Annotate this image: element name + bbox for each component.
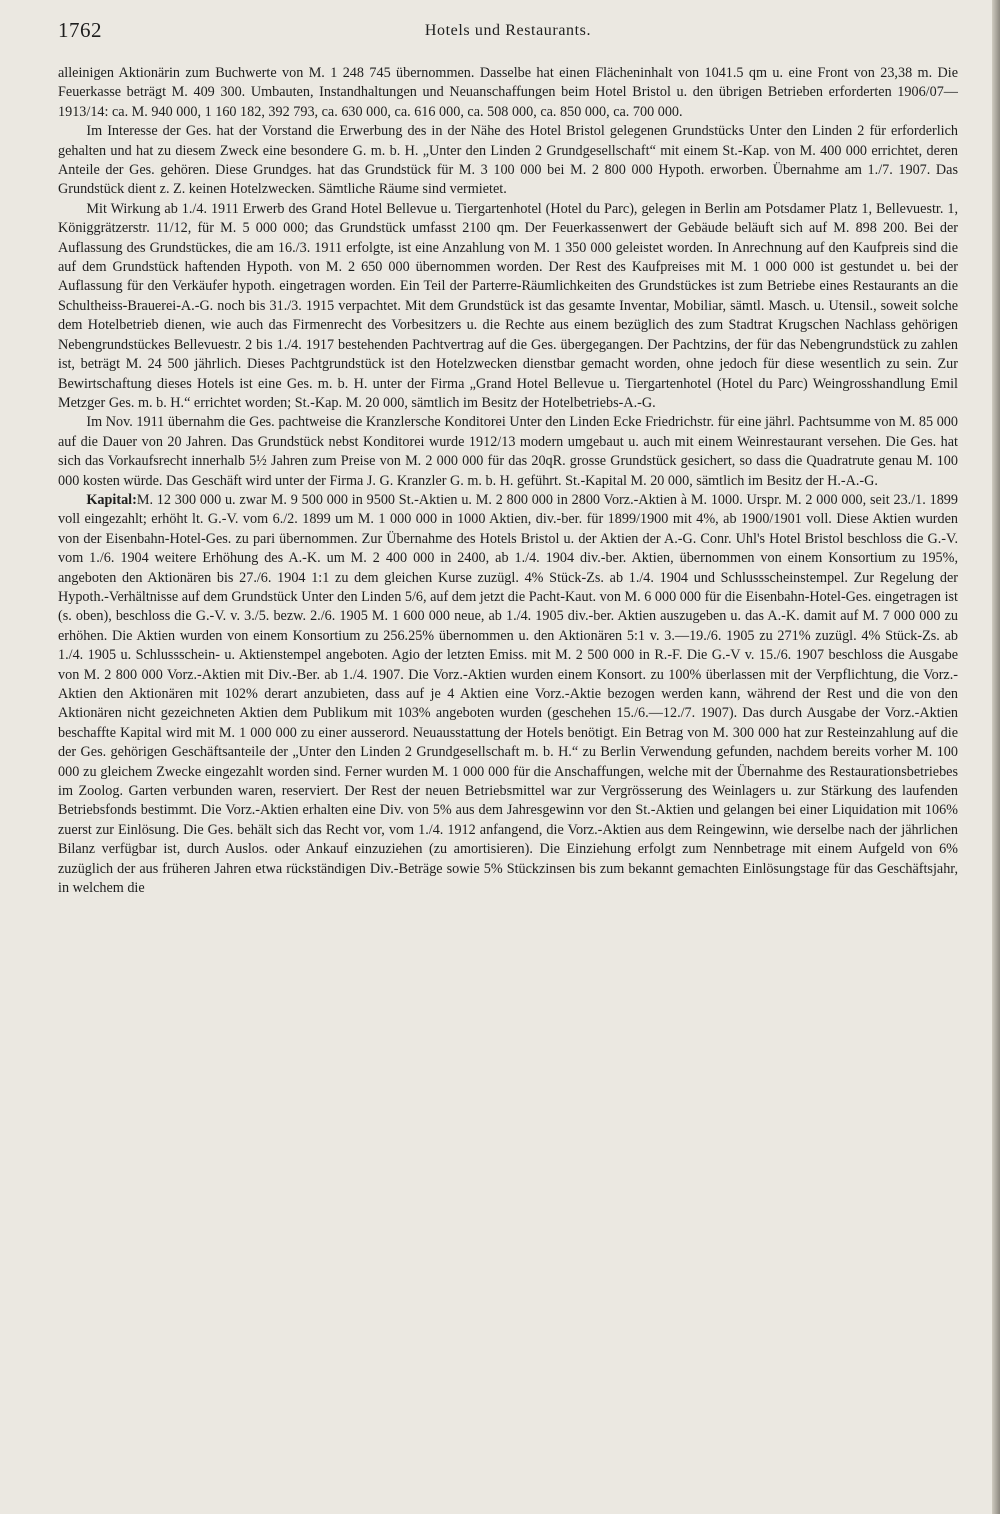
running-title: Hotels und Restaurants. bbox=[424, 22, 592, 39]
page-number: 1762 bbox=[58, 18, 102, 42]
body-text bbox=[58, 64, 958, 898]
paragraph-1: alleinigen Aktionärin zum Buchwerte von M. 1 248 745 übernommen. Dasselbe hat einen Flächeninhalt von 1041.5 qm u. eine Front von 23,38 m. Die Feuerkasse beträgt M. 409 300. Umbauten, Instandhaltungen und Neuanschaffungen beim Hotel Bristol u. den übrigen Betrieben erforderten 1906/07—1913/14: ca. M. 940 000, 1 160 182, 392 793, ca. 630 000, ca. 616 000, ca. 508 000, ca. 850 000, ca. 700 000. bbox=[58, 65, 958, 120]
kapital-text: M. 12 300 000 u. zwar M. 9 500 000 in 9500 St.-Aktien u. M. 2 800 000 in 2800 Vorz.-Aktien à M. 1000. Urspr. M. 2 000 000, seit 23./1. 1899 voll eingezahlt; erhöht lt. G.-V. vom 6./2. 1899 um M. 1 000 000 in 1000 Aktien, div.-ber. für 1899/1900 mit 4%, ab 1900/1901 voll. Diese Aktien wurden von der Eisenbahn-Hotel-Ges. zu pari übernommen. Zur Übernahme des Hotels Bristol u. der Aktien der A.-G. Conr. Uhl's Hotel Bristol beschloss die G.-V. vom 1./6. 1904 weitere Erhöhung des A.-K. um M. 2 400 000 in 2400, ab 1./4. 1904 div.-ber. Aktien, übernommen von einem Konsortium zu 195%, angeboten den Aktionären bis 27./6. 1904 1:1 zu dem gleichen Kurse zuzügl. 4% Stück-Zs. ab 1./4. 1904 und Schlussscheinstempel. Zur Regelung der Hypoth.-Verhältnisse auf dem Grundstück Unter den Linden 5/6, auf dem jetzt die Pacht-Kaut. von M. 6 000 000 für die Eisenbahn-Hotel-Ges. eingetragen ist (s. oben), beschloss die G.-V. v. 3./5. bezw. 2./6. 1905 M. 1 600 000 neue, ab 1./4. 1905 div.-ber. Aktien auszugeben u. das A.-K. damit auf M. 7 000 000 zu erhöhen. Die Aktien wurden von einem Konsortium zu 256.25% übernommen u. den Aktionären 5:1 v. 3.—19./6. 1905 zu 271% zuzügl. 4% Stück-Zs. ab 1./4. 1905 u. Schlussschein- u. Aktienstempel angeboten. Agio der letzten Emiss. mit M. 2 500 000 in R.-F. Die G.-V v. 15./6. 1907 beschloss die Ausgabe von M. 2 800 000 Vorz.-Aktien mit Div.-Ber. ab 1./4. 1907. Die Vorz.-Aktien wurden einem Konsort. zu 100% überlassen mit der Verpflichtung, die Vorz.-Aktien den Aktionären mit 102% derart anzubieten, dass auf je 4 Aktien eine Vorz.-Aktie bezogen werden kann, während der Rest und die von den Aktionären nicht gezeichneten Aktien dem Publikum mit 103% angeboten wurden (geschehen 15./6.—12./7. 1907). Das durch Ausgabe der Vorz.-Aktien beschaffte Kapital wird mit M. 1 000 000 zu einer ausserord. Neuausstattung der Hotels benötigt. Ein Betrag von M. 300 000 hat zur Resteinzahlung auf die der Ges. gehörigen Geschäftsanteile der „Unter den Linden 2 Grundgesellschaft m. b. H.“ zu Berlin Verwendung gefunden, nachdem bereits vorher M. 100 000 zu gleichem Zwecke eingezahlt worden sind. Ferner wurden M. 1 000 000 für die Anschaffungen, welche mit der Übernahme des Restaurationsbetriebes im Zoolog. Garten verbunden waren, reserviert. Der Rest der neuen Betriebsmittel war zur Vergrösserung des Weinlagers u. zur Stärkung des laufenden Betriebsfonds bestimmt. Die Vorz.-Aktien erhalten eine Div. von 5% aus dem Jahresgewinn vor den St.-Aktien und gelangen bei einer Liquidation mit 106% zuerst zur Einlösung. Die Ges. behält sich das Recht vor, vom 1./4. 1912 anfangend, die Vorz.-Aktien aus dem Reingewinn, wie derselbe nach der jährlichen Bilanz verfügbar ist, durch Auslos. oder Ankauf einzuziehen (zu amortisieren). Die Einziehung erfolgt zum Nennbetrage mit einem Aufgeld von 6% zuzüglich der aus früheren Jahren etwa rückständigen Div.-Beträge sowie 5% Stückzinsen bis zum bekannt gemachten Einlösungstage für das Geschäftsjahr, in welchem die bbox=[58, 491, 958, 897]
paragraph-4: Im Nov. 1911 übernahm die Ges. pachtweise die Kranzlersche Konditorei Unter den Linden Ecke Friedrichstr. für eine jährl. Pachtsumme von M. 85 000 auf die Dauer von 20 Jahren. Das Grundstück nebst Konditorei wurde 1912/13 modern umgebaut u. auch mit einem Weinrestaurant versehen. Die Ges. hat sich das Vorkaufsrecht innerhalb 5½ Jahren zum Preise von M. 2 000 000 für das 20qR. grosse Grundstück gesichert, so dass die Quadratrute genau M. 100 000 kosten würde. Das Geschäft wird unter der Firma J. G. Kranzler G. m. b. H. geführt. St.-Kapital M. 20 000, sämtlich im Besitz der H.-A.-G. bbox=[58, 414, 958, 489]
kapital-label: Kapital: bbox=[86, 491, 137, 508]
kapital-paragraph bbox=[58, 491, 958, 899]
page-header bbox=[58, 18, 958, 50]
paragraph-2: Im Interesse der Ges. hat der Vorstand die Erwerbung des in der Nähe des Hotel Bristol gelegenen Grundstücks Unter den Linden 2 für erforderlich gehalten und hat zu diesem Zweck eine besondere G. m. b. H. „Unter den Linden 2 Grundgesellschaft“ mit einem St.-Kap. von M. 400 000 errichtet, deren Anteile der Ges. gehören. Diese Grundges. hat das Grundstück für M. 3 100 000 bei M. 2 800 000 Hypoth. erworben. Übernahme am 1./7. 1907. Das Grundstück dient z. Z. keinen Hotelzwecken. Sämtliche Räume sind vermietet. bbox=[58, 123, 958, 198]
paragraph-3: Mit Wirkung ab 1./4. 1911 Erwerb des Grand Hotel Bellevue u. Tiergartenhotel (Hotel du Parc), gelegen in Berlin am Potsdamer Platz 1, Bellevuestr. 1, Königgrätzerstr. 11/12, für M. 5 000 000; das Grundstück umfasst 2100 qm. Der Feuerkassenwert der Gebäude beläuft sich auf M. 898 200. Bei der Auflassung des Grundstückes, die am 16./3. 1911 erfolgte, ist eine Anzahlung von M. 1 350 000 geleistet worden. In Anrechnung auf den Kaufpreis sind die auf dem Grundstück haftenden Hypoth. von M. 2 650 000 übernommen worden. Der Rest des Kaufpreises mit M. 1 000 000 ist gestundet u. bei der Auflassung für den Verkäufer hypoth. eingetragen worden. Ein Teil der Parterre-Räumlichkeiten des Grundstückes ist zum Betriebe eines Restaurants an die Schultheiss-Brauerei-A.-G. noch bis 31./3. 1915 verpachtet. Mit dem Grundstück ist das gesamte Inventar, Mobiliar, sämtl. Masch. u. Utensil., soweit solche dem Hotelbetrieb dienen, wie auch das Firmenrecht des Vorbesitzers u. die Rechte aus einem bezüglich des zum Stadtrat Krugschen Nachlass gehörigen Nebengrundstückes Bellevuestr. 2 bis 1./4. 1917 bestehenden Pachtvertrag auf die Ges. übergegangen. Der Pachtzins, der für das Nebengrundstück zu zahlen ist, beträgt M. 24 500 jährlich. Dieses Pachtgrundstück ist den Hotelzwecken dienstbar gemacht worden, ohne jedoch für diese wesentlich zu sein. Zur Bewirtschaftung dieses Hotels ist eine Ges. m. b. H. unter der Firma „Grand Hotel Bellevue u. Tiergartenhotel (Hotel du Parc) Weingrosshandlung Emil Metzger Ges. m. b. H.“ errichtet worden; St.-Kap. M. 20 000, sämtlich im Besitz der Hotelbetriebs-A.-G. bbox=[58, 200, 958, 411]
